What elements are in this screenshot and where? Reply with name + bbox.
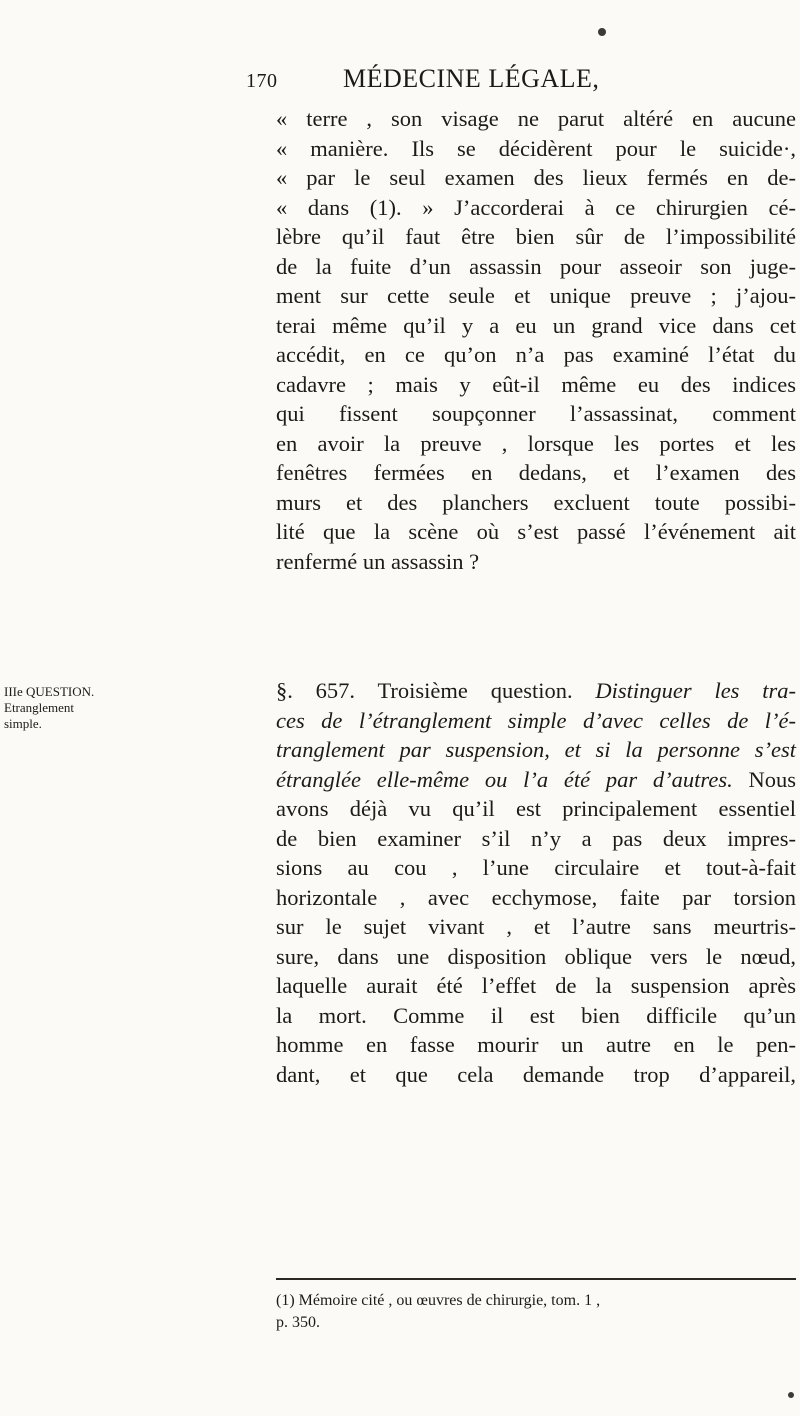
text-line: sur le sujet vivant , et l’autre sans meurtris- — [276, 914, 796, 939]
text-start: Nous — [748, 766, 796, 792]
text-line: laquelle aurait été l’effet de la suspension après — [276, 973, 796, 998]
section-title-line: étranglée elle-même ou l’a été par d’autres. — [276, 766, 733, 792]
margin-note-line: IIIe QUESTION. — [4, 684, 95, 699]
running-head — [246, 64, 800, 94]
text-line: sure, dans une disposition oblique vers le nœud, — [276, 943, 796, 969]
section-title-line: tranglement par suspension, et si la personne s’est — [276, 737, 796, 762]
text-line: sions au cou , l’une circulaire et tout-à-fait — [276, 855, 796, 880]
text-line: « par le seul examen des lieux fermés en de- — [276, 165, 796, 190]
paragraph-continuation — [276, 104, 796, 576]
section-title-line: ces de l’étranglement simple d’avec celles de l’é- — [276, 707, 796, 733]
text-line: en avoir la preuve , lorsque les portes et les — [276, 430, 796, 456]
text-line: la mort. Comme il est bien difficile qu’un — [276, 1002, 796, 1028]
ink-spot — [788, 1392, 794, 1398]
text-line: ment sur cette seule et unique preuve ; j’ajou- — [276, 283, 796, 308]
text-line: homme en fasse mourir un autre en le pen- — [276, 1032, 796, 1057]
section-heading-line — [276, 676, 796, 706]
text-line: murs et des planchers excluent toute possibi- — [276, 489, 796, 515]
section-number: §. 657. — [276, 678, 356, 703]
section-657 — [276, 676, 796, 1089]
section-heading: Troisième question. — [377, 678, 573, 703]
footnote-line: p. 350. — [276, 1314, 320, 1331]
running-title: MÉDECINE LÉGALE, — [343, 64, 600, 93]
text-line: de bien examiner s’il n’y a pas deux impres- — [276, 825, 796, 851]
text-line: « terre , son visage ne parut altéré en aucune — [276, 106, 796, 131]
text-line: terai même qu’il y a eu un grand vice dans cet — [276, 312, 796, 338]
page-number: 170 — [246, 70, 278, 92]
margin-note-line: simple. — [4, 716, 42, 731]
text-line: « manière. Ils se décidèrent pour le suicide·, — [276, 135, 796, 161]
margin-note-line: Etranglement — [4, 700, 75, 715]
footnote-rule — [276, 1278, 796, 1280]
text-line: « dans (1). » J’accorderai à ce chirurgien cé- — [276, 194, 796, 220]
text-line: avons déjà vu qu’il est principalement essentiel — [276, 796, 796, 821]
text-line: fenêtres fermées en dedans, et l’examen des — [276, 460, 796, 485]
margin-note — [4, 684, 95, 732]
text-line: qui fissent soupçonner l’assassinat, comment — [276, 401, 796, 426]
text-line: horizontale , avec ecchymose, faite par torsion — [276, 884, 796, 910]
text-line: renfermé un assassin ? — [276, 548, 480, 574]
text-line: lité que la scène où s’est passé l’événement ait — [276, 519, 796, 544]
text-line: de la fuite d’un assassin pour asseoir son juge- — [276, 253, 796, 279]
text-line: dant, et que cela demande trop d’appareil, — [276, 1061, 796, 1087]
section-title: Distinguer les tra- — [595, 678, 797, 703]
ink-spot — [598, 28, 606, 36]
footnote — [276, 1290, 796, 1334]
text-line: lèbre qu’il faut être bien sûr de l’impossibilité — [276, 224, 796, 249]
text-line — [276, 765, 796, 795]
text-line: cadavre ; mais y eût-il même eu des indices — [276, 371, 796, 397]
text-line: accédit, en ce qu’on n’a pas examiné l’état du — [276, 342, 796, 367]
footnote-line: (1) Mémoire cité , ou œuvres de chirurgie, tom. 1 , — [276, 1292, 601, 1309]
